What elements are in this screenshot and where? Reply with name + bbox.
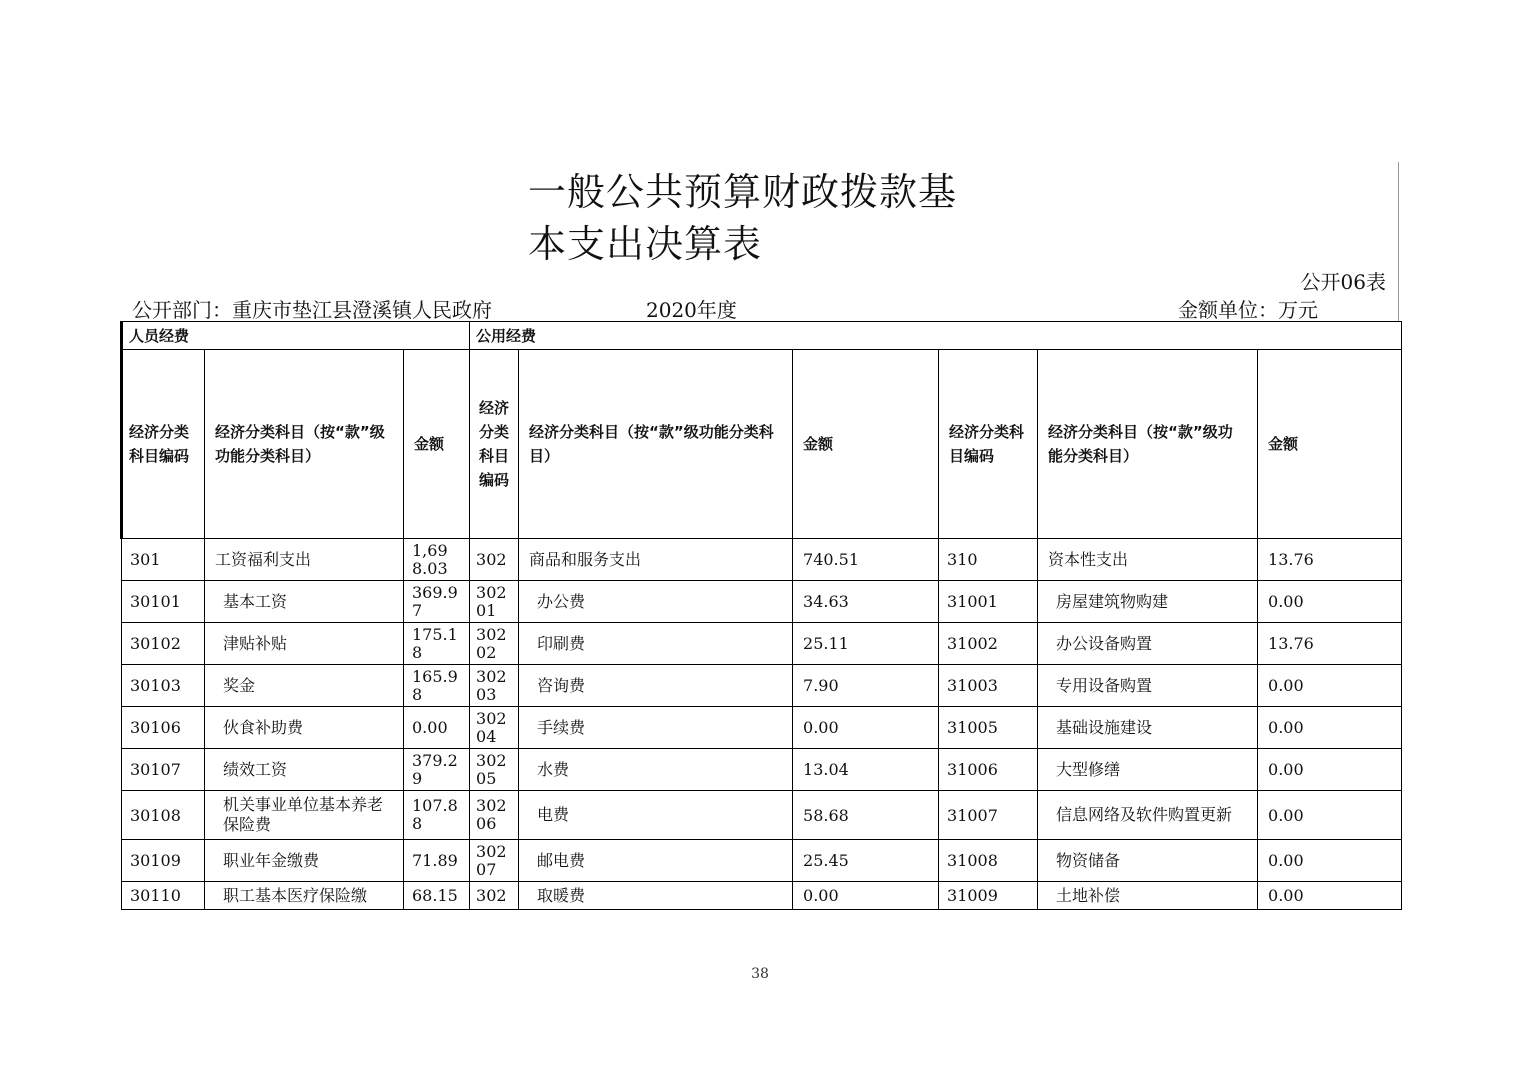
cell-n3: 专用设备购置: [1038, 665, 1258, 707]
header-amount-2: 金额: [793, 350, 939, 539]
unit-label: 金额单位：万元: [1178, 298, 1318, 322]
cell-a3: 0.00: [1258, 840, 1402, 882]
cell-c3: 31007: [939, 791, 1038, 840]
cell-c2: 302: [470, 882, 519, 910]
cell-n1: 职业年金缴费: [205, 840, 404, 882]
cell-c2: 30203: [470, 665, 519, 707]
cell-a1: 68.15: [404, 882, 470, 910]
cell-n2: 手续费: [519, 707, 793, 749]
cell-n1: 机关事业单位基本养老保险费: [205, 791, 404, 840]
cell-c2: 30206: [470, 791, 519, 840]
table-row: [122, 665, 1402, 707]
table-row: [122, 749, 1402, 791]
header-code-1: 经济分类科目编码: [122, 350, 205, 539]
cell-n2: 电费: [519, 791, 793, 840]
header-code-3: 经济分类科目编码: [939, 350, 1038, 539]
cell-a1: 107.88: [404, 791, 470, 840]
cell-a1: 175.18: [404, 623, 470, 665]
cell-n1: 奖金: [205, 665, 404, 707]
cell-c1: 30101: [122, 581, 205, 623]
page-title: [528, 166, 957, 270]
cell-c1: 30110: [122, 882, 205, 910]
cell-a3: 0.00: [1258, 665, 1402, 707]
section-personnel: 人员经费: [122, 322, 470, 350]
cell-a3: 0.00: [1258, 581, 1402, 623]
page-border-line: [1398, 162, 1399, 322]
header-name-2: 经济分类科目（按“款”级功能分类科目）: [519, 350, 793, 539]
cell-c1: 30103: [122, 665, 205, 707]
title-line-1: 一般公共预算财政拨款基: [528, 170, 958, 214]
cell-n3: 房屋建筑物购建: [1038, 581, 1258, 623]
cell-n2: 商品和服务支出: [519, 539, 793, 581]
cell-a3: 0.00: [1258, 791, 1402, 840]
header-row: [122, 350, 1402, 539]
cell-a2: 0.00: [793, 882, 939, 910]
cell-c2: 30207: [470, 840, 519, 882]
cell-n1: 工资福利支出: [205, 539, 404, 581]
cell-n2: 咨询费: [519, 665, 793, 707]
cell-c1: 30106: [122, 707, 205, 749]
cell-n1: 职工基本医疗保险缴: [205, 882, 404, 910]
cell-n2: 取暖费: [519, 882, 793, 910]
table-row: [122, 623, 1402, 665]
header-amount-3: 金额: [1258, 350, 1402, 539]
cell-c1: 30108: [122, 791, 205, 840]
department-label: 公开部门：重庆市垫江县澄溪镇人民政府: [132, 298, 492, 322]
cell-a2: 740.51: [793, 539, 939, 581]
cell-n3: 资本性支出: [1038, 539, 1258, 581]
cell-c3: 31002: [939, 623, 1038, 665]
cell-n3: 基础设施建设: [1038, 707, 1258, 749]
cell-a2: 25.11: [793, 623, 939, 665]
cell-n2: 邮电费: [519, 840, 793, 882]
cell-n3: 土地补偿: [1038, 882, 1258, 910]
cell-n1: 伙食补助费: [205, 707, 404, 749]
cell-c1: 30102: [122, 623, 205, 665]
cell-c2: 30205: [470, 749, 519, 791]
cell-c2: 30201: [470, 581, 519, 623]
cell-a1: 369.97: [404, 581, 470, 623]
header-name-3: 经济分类科目（按“款”级功能分类科目）: [1038, 350, 1258, 539]
cell-c3: 31005: [939, 707, 1038, 749]
cell-n2: 办公费: [519, 581, 793, 623]
cell-c2: 302: [470, 539, 519, 581]
cell-a1: 71.89: [404, 840, 470, 882]
table-row: [122, 707, 1402, 749]
cell-n1: 基本工资: [205, 581, 404, 623]
cell-a1: 165.98: [404, 665, 470, 707]
cell-c3: 31008: [939, 840, 1038, 882]
expenditure-table: [120, 321, 1402, 910]
table-row: [122, 581, 1402, 623]
title-line-2: 本支出决算表: [528, 222, 763, 266]
form-number: 公开06表: [1300, 270, 1386, 294]
cell-c3: 31001: [939, 581, 1038, 623]
cell-a1: 1,698.03: [404, 539, 470, 581]
cell-a2: 7.90: [793, 665, 939, 707]
header-amount-1: 金额: [404, 350, 470, 539]
year-label: 2020年度: [646, 298, 737, 322]
cell-n1: 津贴补贴: [205, 623, 404, 665]
page-number: 38: [751, 966, 769, 982]
cell-c3: 310: [939, 539, 1038, 581]
cell-c3: 31003: [939, 665, 1038, 707]
cell-a2: 13.04: [793, 749, 939, 791]
cell-a1: 0.00: [404, 707, 470, 749]
section-row: [122, 322, 1402, 350]
cell-c1: 301: [122, 539, 205, 581]
cell-a2: 58.68: [793, 791, 939, 840]
cell-c2: 30204: [470, 707, 519, 749]
cell-c3: 31006: [939, 749, 1038, 791]
cell-n3: 办公设备购置: [1038, 623, 1258, 665]
cell-c1: 30109: [122, 840, 205, 882]
table-row: [122, 791, 1402, 840]
cell-a2: 0.00: [793, 707, 939, 749]
cell-a3: 13.76: [1258, 539, 1402, 581]
cell-n2: 水费: [519, 749, 793, 791]
section-public: 公用经费: [470, 322, 1402, 350]
cell-c2: 30202: [470, 623, 519, 665]
cell-n2: 印刷费: [519, 623, 793, 665]
cell-a3: 0.00: [1258, 707, 1402, 749]
cell-n3: 大型修缮: [1038, 749, 1258, 791]
cell-n3: 物资储备: [1038, 840, 1258, 882]
cell-a3: 0.00: [1258, 749, 1402, 791]
header-code-2: 经济分类科目编码: [470, 350, 519, 539]
cell-a2: 25.45: [793, 840, 939, 882]
table-row: [122, 882, 1402, 910]
cell-n3: 信息网络及软件购置更新: [1038, 791, 1258, 840]
cell-a1: 379.29: [404, 749, 470, 791]
header-name-1: 经济分类科目（按“款”级功能分类科目）: [205, 350, 404, 539]
cell-n1: 绩效工资: [205, 749, 404, 791]
cell-a2: 34.63: [793, 581, 939, 623]
cell-c1: 30107: [122, 749, 205, 791]
cell-a3: 0.00: [1258, 882, 1402, 910]
cell-c3: 31009: [939, 882, 1038, 910]
table-row: [122, 539, 1402, 581]
table-row: [122, 840, 1402, 882]
cell-a3: 13.76: [1258, 623, 1402, 665]
